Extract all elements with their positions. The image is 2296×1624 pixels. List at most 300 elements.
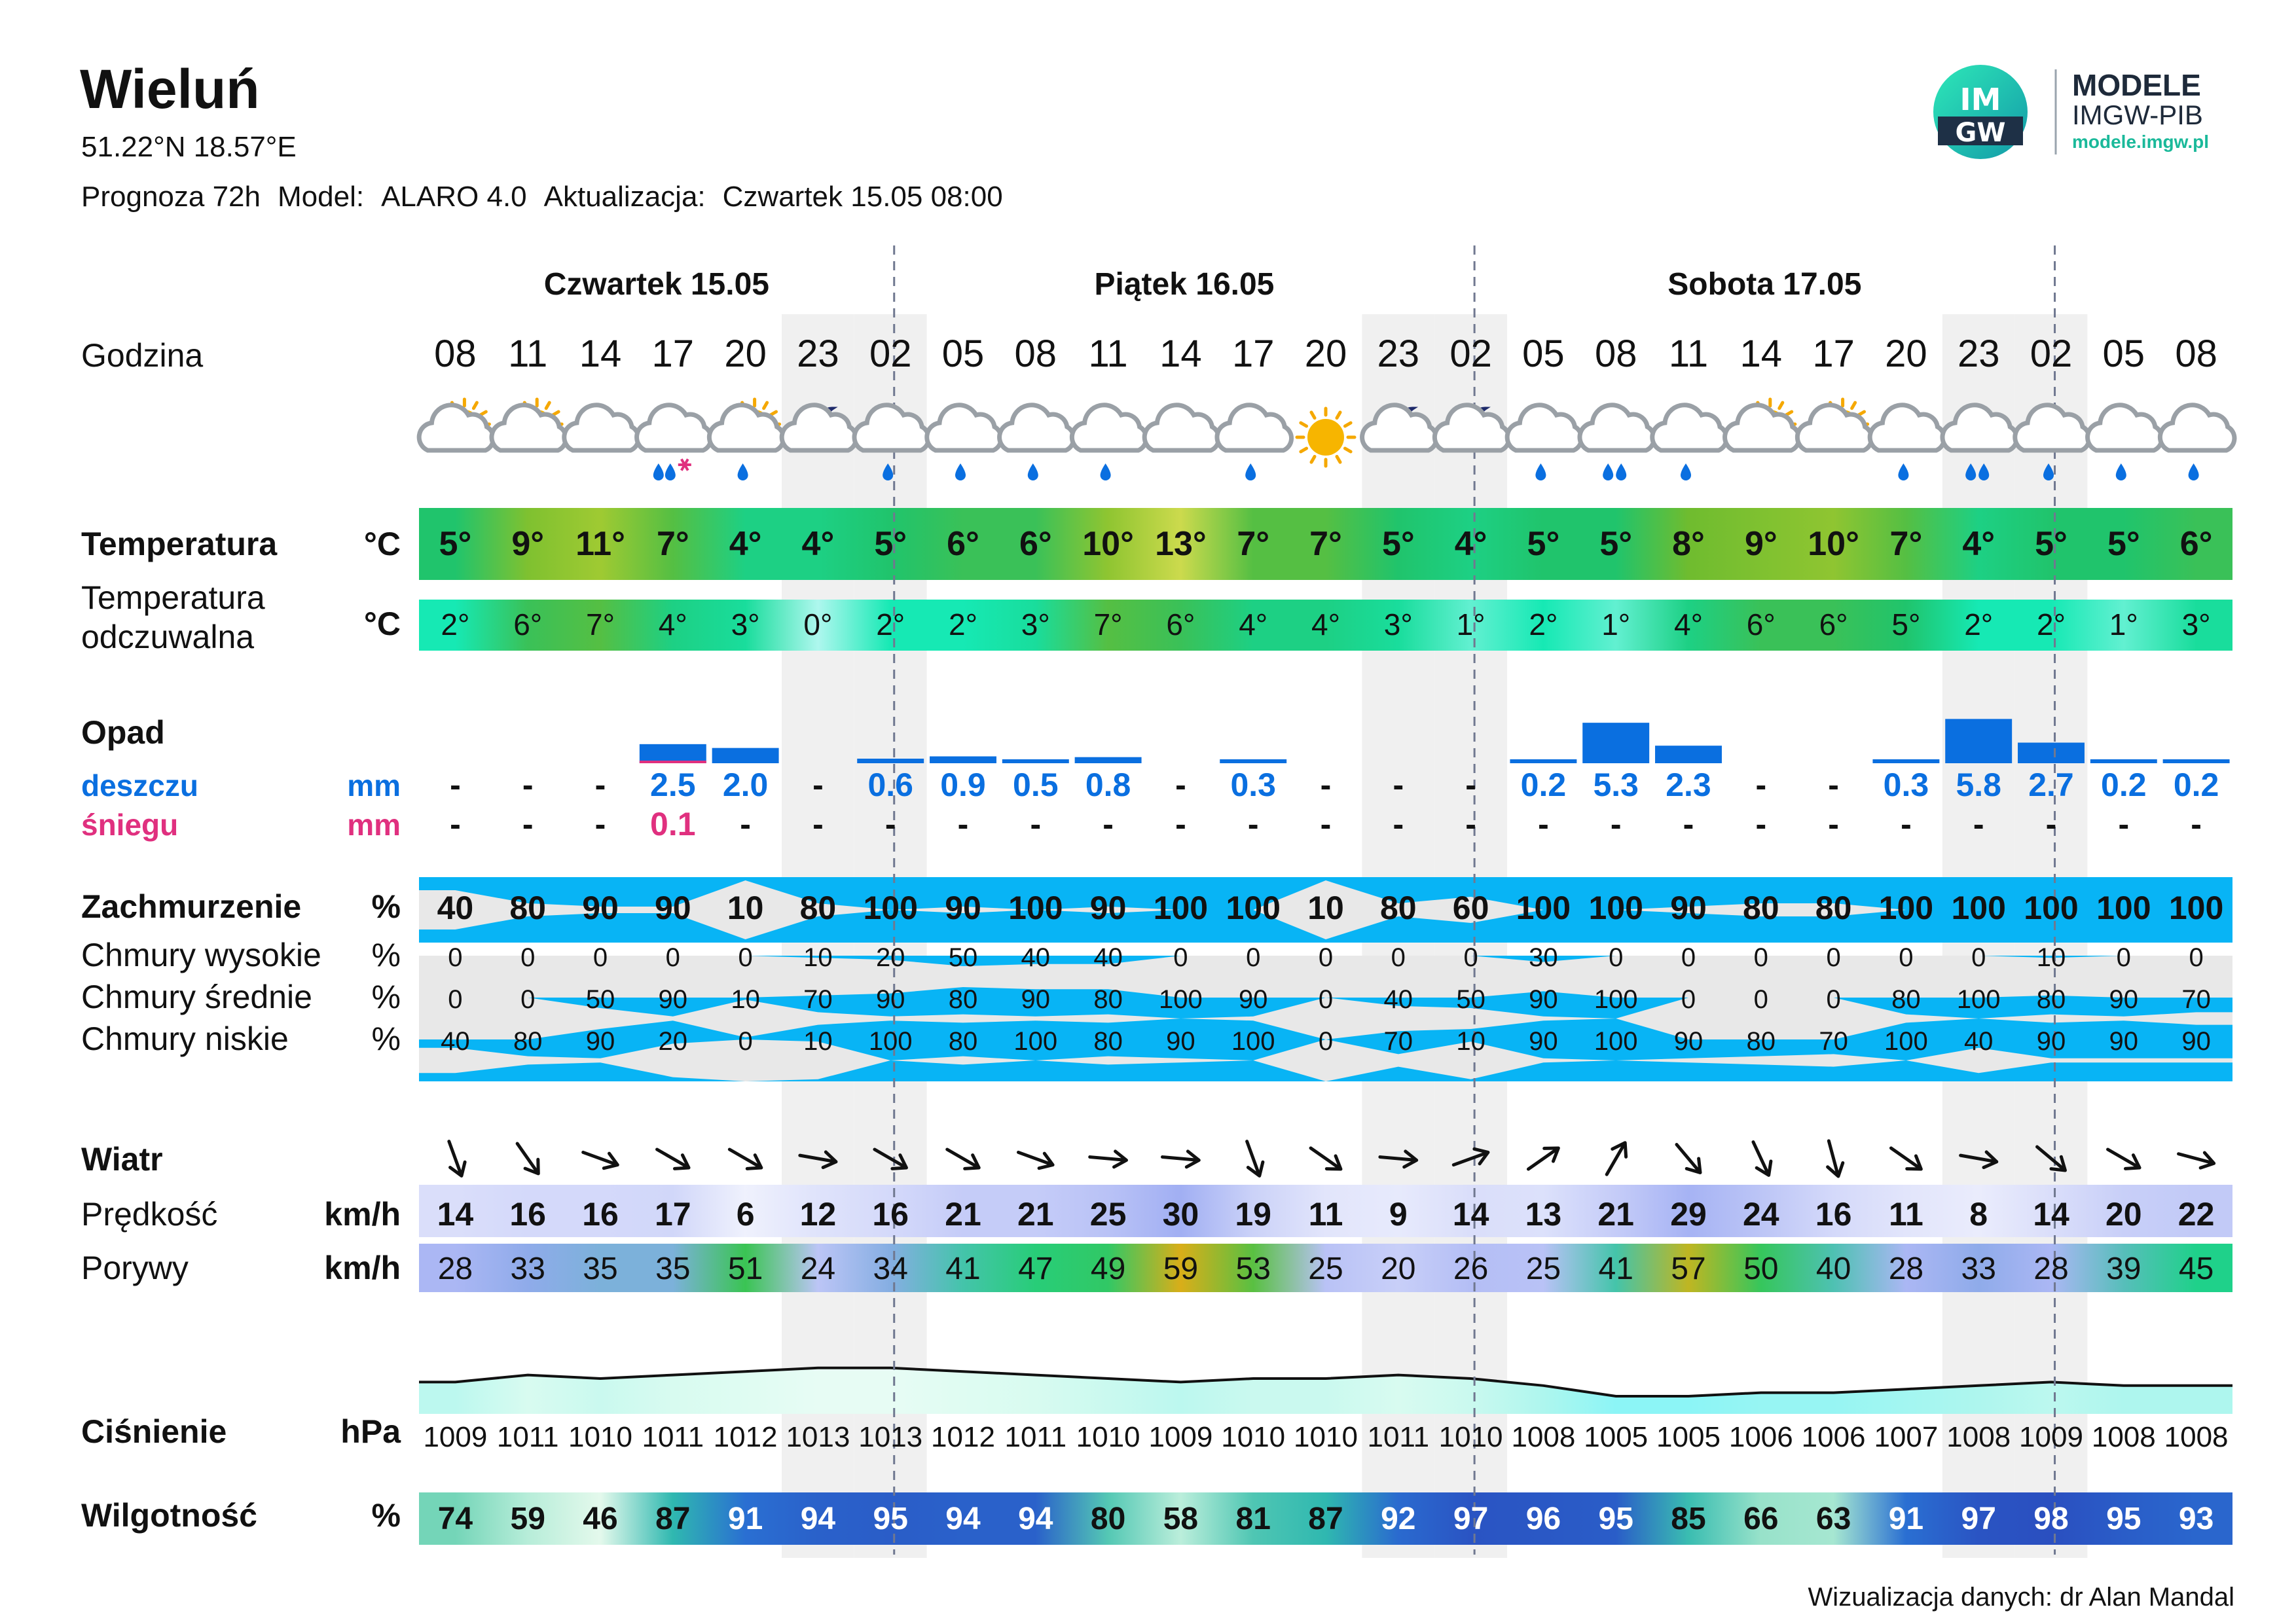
wind-arrow-icon	[653, 1143, 693, 1175]
cloud-shape	[1000, 405, 1074, 450]
rain-value: -	[1320, 767, 1332, 803]
wind-speed-value: 11	[1888, 1196, 1923, 1233]
humidity-value: 91	[1888, 1502, 1924, 1536]
cloud-total-value: 90	[1670, 890, 1707, 926]
wind-speed-value: 6	[736, 1196, 755, 1233]
cloud_mid-value: 80	[948, 985, 978, 1014]
hour-label: 08	[1594, 333, 1637, 375]
temperature-value: 5°	[1381, 525, 1415, 563]
logo-line1: MODELE	[2072, 68, 2201, 102]
rain-bar	[1220, 759, 1286, 763]
pressure-value: 1010	[1294, 1421, 1358, 1453]
cloud_high-value: 40	[1021, 943, 1051, 972]
pressure-value: 1008	[2091, 1421, 2156, 1453]
wind-arrow-icon	[442, 1139, 469, 1179]
row-label: śniegu	[81, 808, 179, 842]
rain-drop	[738, 463, 748, 480]
snow-value: -	[884, 806, 896, 842]
rain-value: -	[1828, 767, 1839, 803]
humidity-value: 93	[2178, 1502, 2214, 1536]
logo-badge-bottom: GW	[1955, 118, 2006, 148]
cloud_mid-value: 100	[1594, 985, 1638, 1014]
feels-value: 4°	[658, 607, 687, 641]
cloud-total-value: 90	[582, 890, 619, 926]
cloud_high-value: 0	[1463, 943, 1478, 972]
wind-arrow-icon	[1821, 1139, 1846, 1178]
snow-value: -	[1828, 806, 1839, 842]
row-unit: %	[371, 937, 401, 973]
row-unit: °C	[363, 526, 401, 562]
pressure-value: 1007	[1874, 1421, 1939, 1453]
cloud_low-value: 100	[1013, 1027, 1058, 1056]
pressure-value: 1012	[713, 1421, 778, 1453]
cloud_mid-value: 90	[1021, 985, 1051, 1014]
hour-label: 14	[1159, 333, 1202, 375]
cloud_low-value: 80	[513, 1027, 543, 1056]
cloud-rain-icon	[927, 405, 1002, 480]
feels-value: 4°	[1674, 607, 1703, 641]
cloud_mid-value: 0	[1318, 985, 1334, 1014]
sun-ray	[1311, 456, 1315, 462]
sun-disc	[1307, 419, 1344, 456]
wind-gust-value: 45	[2178, 1252, 2214, 1286]
cloud-total-value: 80	[1742, 890, 1779, 926]
wind-arrow-shaft	[1891, 1148, 1919, 1168]
wind-speed-value: 8	[1969, 1196, 1988, 1233]
wind-arrow-icon	[1600, 1139, 1632, 1178]
rain-drop	[2189, 463, 2199, 480]
wind-gust-value: 47	[1018, 1252, 1053, 1286]
humidity-value: 59	[510, 1502, 545, 1536]
rain-value: 0.3	[1883, 767, 1929, 803]
update-label: Aktualizacja:	[543, 181, 706, 213]
wind-gust-value: 25	[1308, 1252, 1343, 1286]
sun-cloud-icon	[1725, 399, 1800, 450]
cloud-total-value: 100	[1008, 890, 1063, 926]
rain-value: -	[1465, 767, 1476, 803]
wind-speed-value: 30	[1162, 1196, 1199, 1233]
rain-bar	[2090, 759, 2157, 763]
wind-arrow-icon	[943, 1143, 983, 1175]
rain-bar	[2163, 759, 2230, 763]
cloud-total-value: 100	[1516, 890, 1571, 926]
cloud-shape	[1580, 405, 1654, 450]
wind-arrow-shaft	[657, 1149, 687, 1166]
temperature-value: 7°	[656, 525, 689, 563]
temperature-value: 10°	[1082, 525, 1134, 563]
cloud_mid-value: 10	[731, 985, 760, 1014]
cloud_mid-value: 0	[1681, 985, 1696, 1014]
cloud_low-value: 90	[2109, 1027, 2139, 1056]
cloud_high-value: 0	[1318, 943, 1334, 972]
cloud-total-value: 100	[2024, 890, 2079, 926]
cloud-shape	[1144, 405, 1219, 450]
cloud-total-value: 80	[1379, 890, 1417, 926]
rain-bar	[1582, 723, 1649, 763]
sun-ray	[481, 412, 486, 415]
cloud-shape	[1725, 405, 1800, 450]
cloud_mid-value: 80	[2036, 985, 2066, 1014]
temperature-value: 9°	[1744, 525, 1777, 563]
rain-value: 0.2	[2101, 767, 2147, 803]
humidity-value: 95	[1598, 1502, 1633, 1536]
rain-value: 0.9	[940, 767, 986, 803]
wind-arrow-shaft	[1607, 1145, 1624, 1174]
rain-bar	[1510, 759, 1576, 763]
wind-arrow-shaft	[2108, 1149, 2138, 1166]
rain-value: 5.3	[1593, 767, 1639, 803]
snow-value: -	[594, 806, 606, 842]
hour-label: 08	[434, 333, 477, 375]
cloud_high-value: 0	[520, 943, 536, 972]
cloud-rain-icon	[1072, 405, 1146, 480]
model-label: Model:	[278, 181, 365, 213]
wind-gust-value: 33	[510, 1252, 545, 1286]
pressure-value: 1011	[642, 1421, 704, 1453]
cloud_low-value: 70	[1383, 1027, 1413, 1056]
feels-value: 1°	[1601, 607, 1631, 641]
pressure-value: 1010	[1076, 1421, 1140, 1453]
humidity-value: 87	[1308, 1502, 1343, 1536]
cloud-rain-icon	[1217, 405, 1292, 480]
humidity-value: 85	[1671, 1502, 1706, 1536]
row-label: Chmury niskie	[81, 1020, 289, 1057]
forecast-length: Prognoza 72h	[81, 181, 261, 213]
temperature-value: 5°	[1527, 525, 1560, 563]
cloud_low-value: 70	[1819, 1027, 1848, 1056]
feels-value: 2°	[441, 607, 470, 641]
snow-value: -	[1973, 806, 1984, 842]
cloud_low-value: 20	[658, 1027, 688, 1056]
cloud_high-value: 20	[875, 943, 905, 972]
wind-arrow-icon	[511, 1139, 545, 1178]
rain-bar	[1945, 719, 2012, 763]
temperature-value: 4°	[801, 525, 835, 563]
wind-gust-value: 28	[437, 1252, 473, 1286]
wind-arrow-icon	[1524, 1142, 1563, 1176]
wind-speed-value: 13	[1525, 1196, 1562, 1233]
hour-label: 17	[1231, 333, 1275, 375]
wind-arrow-icon	[1671, 1140, 1706, 1178]
row-unit: %	[371, 1020, 401, 1057]
rain-drop	[1681, 463, 1691, 480]
snow-value: -	[1538, 806, 1549, 842]
rain-drop	[1028, 463, 1038, 480]
update-time: Czwartek 15.05 08:00	[722, 181, 1003, 213]
humidity-value: 97	[1961, 1502, 1996, 1536]
row-unit: mm	[347, 768, 401, 803]
row-label: Prędkość	[81, 1196, 218, 1233]
cloud_mid-value: 0	[1826, 985, 1841, 1014]
temperature-value: 10°	[1808, 525, 1859, 563]
cloud-total-value: 10	[1307, 890, 1344, 926]
hour-label: 11	[1668, 333, 1709, 375]
cloud_low-value: 80	[948, 1027, 978, 1056]
snow-value: -	[1755, 806, 1767, 842]
row-label: Opad	[81, 714, 165, 751]
sun-ray	[473, 403, 477, 408]
hour-label: 23	[797, 333, 839, 375]
cloud-total-value: 100	[1878, 890, 1934, 926]
wind-arrow-icon	[1015, 1145, 1055, 1172]
cloud_low-value: 100	[1594, 1027, 1638, 1056]
cloud-total-value: 80	[799, 890, 837, 926]
rain-drop	[1603, 463, 1613, 480]
hour-label: 05	[2102, 333, 2145, 375]
cloud_high-value: 0	[2189, 943, 2204, 972]
row-label: Chmury wysokie	[81, 937, 321, 973]
cloud_high-value: 0	[1173, 943, 1188, 972]
cloud-shape	[1072, 405, 1146, 450]
cloud_mid-value: 90	[1238, 985, 1268, 1014]
pressure-value: 1009	[1148, 1421, 1213, 1453]
wind-speed-value: 16	[1815, 1196, 1852, 1233]
wind-arrow-icon	[1746, 1139, 1776, 1179]
sun-cloud-icon	[419, 399, 494, 450]
wind-arrow-icon	[725, 1143, 765, 1175]
cloud-icon	[1144, 405, 1219, 450]
temperature-value: 7°	[1889, 525, 1923, 563]
cloud-total-value: 10	[727, 890, 764, 926]
pressure-value: 1008	[2164, 1421, 2229, 1453]
temperature-value: 6°	[947, 525, 979, 563]
cloud_mid-value: 80	[1093, 985, 1123, 1014]
logo-url[interactable]: modele.imgw.pl	[2072, 132, 2209, 152]
temperature-value: 4°	[729, 525, 762, 563]
row-label: deszczu	[81, 768, 198, 803]
wind-arrow-shaft	[1163, 1157, 1197, 1161]
cloud-total-value: 40	[437, 890, 474, 926]
wind-speed-value: 9	[1389, 1196, 1408, 1233]
row-unit: km/h	[324, 1250, 401, 1286]
sun-cloud-icon	[492, 399, 566, 450]
feels-value: 6°	[1746, 607, 1776, 641]
feels-value: 3°	[731, 607, 760, 641]
cloud-shape	[564, 405, 639, 450]
sun-cloud-rain-icon	[709, 399, 784, 480]
cloud_high-value: 0	[1609, 943, 1624, 972]
hour-label: 05	[1522, 333, 1565, 375]
snow-value: -	[1320, 806, 1332, 842]
humidity-value: 98	[2033, 1502, 2069, 1536]
feels-value: 3°	[1021, 607, 1050, 641]
hour-label: 14	[579, 333, 622, 375]
sun-ray	[1337, 412, 1340, 418]
cloud-total-value: 60	[1452, 890, 1489, 926]
rain-bar	[930, 757, 996, 764]
humidity-value: 96	[1525, 1502, 1561, 1536]
rain-bar	[1872, 759, 1939, 763]
humidity-value: 66	[1743, 1502, 1779, 1536]
cloud_high-value: 0	[1681, 943, 1696, 972]
row-label: odczuwalna	[81, 619, 255, 655]
wind-speed-value: 16	[582, 1196, 619, 1233]
snow-value: -	[1102, 806, 1114, 842]
row-label: Temperatura	[81, 526, 278, 562]
rain-drop	[2116, 463, 2126, 480]
pressure-value: 1009	[423, 1421, 488, 1453]
wind-gust-value: 33	[1961, 1252, 1996, 1286]
snow-value: -	[1610, 806, 1622, 842]
snow-value: -	[740, 806, 751, 842]
cloud_mid-value: 90	[2109, 985, 2139, 1014]
wind-arrow-icon	[1887, 1142, 1926, 1176]
day-label: Piątek 16.05	[1094, 267, 1275, 302]
cloud-total-value: 90	[1089, 890, 1127, 926]
row-label: Wilgotność	[81, 1497, 257, 1534]
cloud_mid-value: 90	[658, 985, 688, 1014]
wind-gust-value: 34	[873, 1252, 908, 1286]
feels-value: 4°	[1239, 607, 1268, 641]
row-label: Temperatura	[81, 579, 265, 616]
rain-value: -	[594, 767, 606, 803]
rain-value: 0.8	[1085, 767, 1131, 803]
cloud-total-value: 100	[2168, 890, 2224, 926]
humidity-value: 74	[437, 1502, 473, 1536]
cloud-rain-icon	[1870, 405, 1944, 480]
cloud-shape	[492, 405, 566, 450]
cloud_mid-value: 0	[1753, 985, 1768, 1014]
cloud_high-value: 0	[1971, 943, 1986, 972]
rain-value: -	[1755, 767, 1767, 803]
wind-arrow-icon	[1239, 1139, 1267, 1179]
rain-value: -	[522, 767, 534, 803]
wind-gust-value: 26	[1453, 1252, 1489, 1286]
row-label: Ciśnienie	[81, 1413, 227, 1450]
sun-ray	[771, 412, 776, 415]
hour-label: 02	[1449, 333, 1492, 375]
row-unit: mm	[347, 808, 401, 842]
day-label: Sobota 17.05	[1667, 267, 1862, 302]
wind-speed-value: 22	[2178, 1196, 2215, 1233]
cloud_high-value: 50	[948, 943, 978, 972]
cloud_high-value: 0	[1899, 943, 1914, 972]
temperature-value: 11°	[575, 525, 625, 563]
sun-ray	[553, 412, 558, 415]
rain-value: 0.2	[2173, 767, 2219, 803]
cloud_high-value: 30	[1529, 943, 1558, 972]
cloud_mid-value: 0	[520, 985, 536, 1014]
pressure-value: 1011	[1004, 1421, 1067, 1453]
wind-arrow-icon	[581, 1145, 621, 1172]
humidity-value: 91	[727, 1502, 763, 1536]
feels-value: 2°	[949, 607, 977, 641]
wind-speed-value: 11	[1308, 1196, 1343, 1233]
cloud_mid-value: 50	[585, 985, 615, 1014]
cloud_high-value: 0	[665, 943, 680, 972]
feels-value: 5°	[1891, 607, 1921, 641]
sun-icon	[1297, 408, 1355, 466]
cloud_low-value: 10	[1456, 1027, 1485, 1056]
logo-line2: IMGW-PIB	[2072, 99, 2203, 130]
feels-value: 4°	[1311, 607, 1340, 641]
row-unit: %	[371, 1497, 401, 1534]
cloud_low-value: 90	[2036, 1027, 2066, 1056]
snow-value: -	[2045, 806, 2057, 842]
cloud_low-value: 10	[803, 1027, 833, 1056]
day-label: Czwartek 15.05	[543, 267, 769, 302]
row-unit: km/h	[324, 1196, 401, 1233]
rain-drop	[1535, 463, 1546, 480]
feels-value: 1°	[2109, 607, 2138, 641]
temperature-value: 5°	[2035, 525, 2068, 563]
cloud_low-value: 40	[1963, 1027, 1994, 1056]
cloud_low-value: 0	[1318, 1027, 1334, 1056]
feels-value: 1°	[1456, 607, 1485, 641]
cloud-total-value: 100	[1153, 890, 1209, 926]
wind-speed-value: 21	[945, 1196, 981, 1233]
wind-arrow-shaft	[947, 1149, 977, 1166]
pressure-value: 1011	[496, 1421, 559, 1453]
model-name: ALARO 4.0	[381, 181, 527, 213]
wind-gust-value: 24	[800, 1252, 836, 1286]
cloud-total-value: 90	[654, 890, 691, 926]
cloud-shape	[1507, 405, 1582, 450]
cloud-total-value: 80	[1815, 890, 1852, 926]
cloud_mid-value: 100	[1159, 985, 1203, 1014]
wind-gust-value: 39	[2106, 1252, 2141, 1286]
cloud-shape	[1652, 405, 1727, 450]
cloud-total-value: 100	[2096, 890, 2151, 926]
wind-gust-value: 53	[1235, 1252, 1271, 1286]
coordinates: 51.22°N 18.57°E	[81, 131, 297, 163]
feels-value: 2°	[876, 607, 905, 641]
cloud_low-value: 40	[441, 1027, 470, 1056]
rain-drop	[1616, 463, 1626, 480]
hour-label: 20	[724, 333, 767, 375]
snow-value: -	[1465, 806, 1476, 842]
temperature-value: 9°	[511, 525, 545, 563]
row-unit: %	[371, 888, 401, 925]
hour-label: 11	[1088, 333, 1128, 375]
snow-value: -	[957, 806, 969, 842]
wind-gust-value: 28	[2033, 1252, 2069, 1286]
pressure-value: 1010	[568, 1421, 632, 1453]
hour-label: 11	[508, 333, 548, 375]
snow-value: -	[812, 806, 824, 842]
feels-value: 6°	[1166, 607, 1195, 641]
wind-arrow-icon	[1089, 1149, 1127, 1168]
hour-label: 17	[1812, 333, 1855, 375]
temperature-value: 7°	[1309, 525, 1342, 563]
row-label: Porywy	[81, 1250, 189, 1286]
cloud-rain-icon	[1000, 405, 1074, 480]
humidity-value: 63	[1815, 1502, 1851, 1536]
hour-label: 17	[651, 333, 695, 375]
cloud_mid-value: 80	[1891, 985, 1921, 1014]
humidity-value: 58	[1163, 1502, 1199, 1536]
rain-value: 2.5	[650, 767, 696, 803]
humidity-value: 94	[800, 1502, 836, 1536]
cloud-rain-icon	[1652, 405, 1727, 480]
pressure-value: 1011	[1367, 1421, 1430, 1453]
cloud-total-value: 100	[1226, 890, 1281, 926]
cloud_high-value: 0	[1246, 943, 1261, 972]
wind-speed-value: 17	[654, 1196, 691, 1233]
cloud_mid-value: 50	[1456, 985, 1485, 1014]
temperature-value: 6°	[1019, 525, 1052, 563]
cloud_low-value: 100	[868, 1027, 913, 1056]
wind-speed-value: 12	[799, 1196, 837, 1233]
credit: Wizualizacja danych: dr Alan Mandal	[1808, 1583, 2234, 1612]
logo-badge-top: IM	[1959, 82, 2001, 117]
wind-gust-value: 49	[1090, 1252, 1126, 1286]
pressure-value: 1005	[1656, 1421, 1721, 1453]
cloud_mid-value: 90	[875, 985, 905, 1014]
rain-value: 0.6	[867, 767, 913, 803]
rain-drop	[955, 463, 966, 480]
temperature-value: 5°	[2107, 525, 2140, 563]
